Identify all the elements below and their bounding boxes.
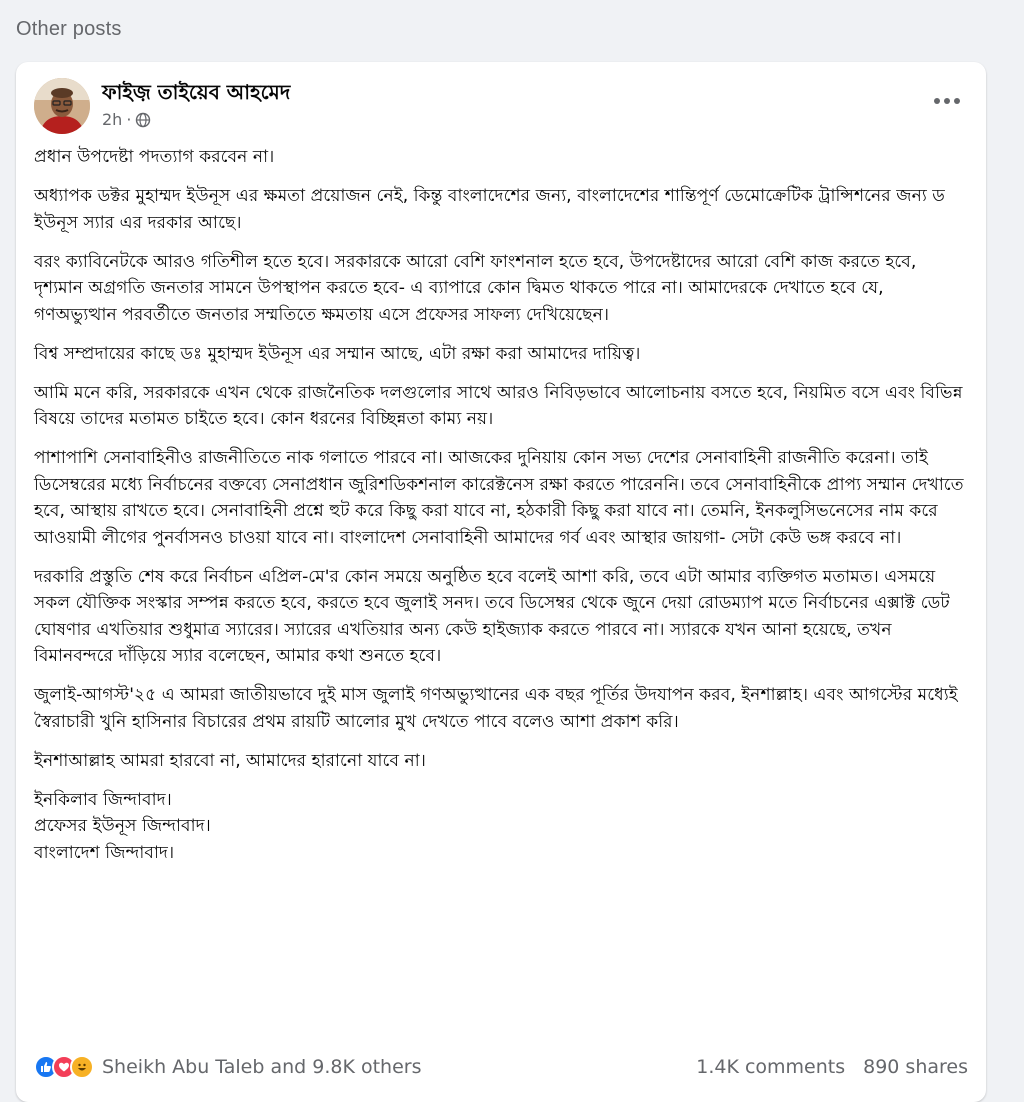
section-title: Other posts	[16, 18, 122, 40]
closing-line: ইনকিলাব জিন্দাবাদ।	[34, 789, 172, 810]
avatar-portrait-icon	[34, 78, 90, 134]
more-options-icon[interactable]	[934, 98, 960, 104]
closing-line: বাংলাদেশ জিন্দাবাদ।	[34, 842, 175, 863]
post-paragraph: জুলাই-আগস্ট'২৫ এ আমরা জাতীয়ভাবে দুই মাস জুলাই গণঅভ্যুত্থানের এক বছর পূর্তির উদযাপন করব, ইনশাল্লাহ। এবং আগস্টের মধ্যেই স্বৈরাচারী খুনি হাসিনার বিচারের প্রথম রায়টি আলোর মুখ দেখতে পাবে বলেও আশা প্রকাশ করি।	[34, 685, 958, 732]
post-paragraph: অধ্যাপক ডক্টর মুহাম্মদ ইউনূস এর ক্ষমতা প্রয়োজন নেই, কিন্তু বাংলাদেশের জন্য, বাংলাদেশের শান্তিপূর্ণ ডেমোক্রেটিক ট্রান্সিশনের জন্য ড ইউনূস স্যার এর দরকার আছে।	[34, 186, 945, 233]
haha-reaction-icon	[70, 1055, 94, 1079]
post-meta: 2h ·	[102, 110, 151, 129]
avatar[interactable]	[34, 78, 90, 134]
post-card	[16, 62, 986, 1102]
closing-block	[34, 787, 964, 867]
post-footer	[34, 1050, 968, 1084]
post-paragraph: বিশ্ব সম্প্রদায়ের কাছে ডঃ মুহাম্মদ ইউনূস এর সম্মান আছে, এটা রক্ষা করা আমাদের দায়িত্ব।	[34, 343, 641, 364]
reaction-summary[interactable]	[34, 1055, 421, 1079]
closing-line: প্রফেসর ইউনূস জিন্দাবাদ।	[34, 816, 211, 836]
post-paragraph: প্রধান উপদেষ্টা পদত্যাগ করবেন না।	[34, 147, 275, 167]
reactions-text[interactable]: Sheikh Abu Taleb and 9.8K others	[102, 1056, 422, 1078]
globe-icon[interactable]	[135, 112, 151, 128]
post-paragraph: দরকারি প্রস্তুতি শেষ করে নির্বাচন এপ্রিল-মে'র কোন সময়ে অনুষ্ঠিত হবে বলেই আশা করি, তবে এটা আমার ব্যক্তিগত মতামত। এসময়ে সকল যৌক্তিক সংস্কার সম্পন্ন করতে হবে, করতে হবে জুলাই সনদ। তবে ডিসেম্বর থেকে জুনে দেয়া রোডম্যাপ মতে নির্বাচনের এক্সাক্ট ডেট ঘোষণার এখতিয়ার শুধুমাত্র স্যারের। স্যারের এখতিয়ার অন্য কেউ হাইজ্যাক করতে পারবে না। স্যারকে যখন আনা হয়েছে, তখন বিমানবন্দরে দাঁড়িয়ে স্যার বলেছেন, আমার কথা শুনতে হবে।	[34, 566, 950, 666]
comments-count[interactable]: 1.4K comments	[696, 1056, 846, 1078]
post-paragraph: বরং ক্যাবিনেটকে আরও গতিশীল হতে হবে। সরকারকে আরো বেশি ফাংশনাল হতে হবে, উপদেষ্টাদের আরো বেশি কাজ করতে হবে, দৃশ্যমান অগ্রগতি জনতার সামনে উপস্থাপন করতে হবে- এ ব্যাপারে কোন দ্বিমত থাকতে পারে না। আমাদেরকে দেখাতে হবে যে, গণঅভ্যুত্থান পরবর্তীতে জনতার সম্মতিতে ক্ষমতায় এসে প্রফেসর সাফল্য দেখিয়েছেন।	[34, 251, 917, 325]
post-body	[34, 144, 964, 879]
post-time[interactable]: 2h	[102, 110, 123, 129]
shares-count[interactable]: 890 shares	[863, 1056, 968, 1078]
author-name[interactable]: ফাইজ় তাইয়েব আহমেদ	[102, 80, 291, 104]
post-header	[34, 76, 968, 136]
post-paragraph: ইনশাআল্লাহ আমরা হারবো না, আমাদের হারানো যাবে না।	[34, 750, 426, 771]
engagement-counts	[696, 1056, 968, 1078]
post-paragraph: আমি মনে করি, সরকারকে এখন থেকে রাজনৈতিক দলগুলোর সাথে আরও নিবিড়ভাবে আলোচনায় বসতে হবে, নিয়মিত বসে এবং বিভিন্ন বিষয়ে তাদের মতামত চাইতে হবে। কোন ধরনের বিচ্ছিন্নতা কাম্য নয়।	[34, 382, 963, 429]
post-paragraph: পাশাপাশি সেনাবাহিনীও রাজনীতিতে নাক গলাতে পারবে না। আজকের দুনিয়ায় কোন সভ্য দেশের সেনাবাহিনী রাজনীতি করেনা। তাই ডিসেম্বরের মধ্যে নির্বাচনের বক্তব্যে সেনাপ্রধান জুরিশডিকশনাল কারেক্টনেস রক্ষা করতে পারেননি। তবে সেনাবাহিনীকে প্রাপ্য সম্মান দেখাতে হবে, আস্থায় রাখতে হবে। সেনাবাহিনী প্রশ্নে হুট করে কিছু করা যাবে না, হঠকারী কিছু করা যাবে না। তেমনি, ইনকলুসিভনেসের নাম করে আওয়ামী লীগের পুনর্বাসনও চাওয়া যাবে না। বাংলাদেশ সেনাবাহিনী আমাদের গর্ব এবং আস্থার জায়গা- সেটা কেউ ভঙ্গ করবে না।	[34, 448, 964, 548]
